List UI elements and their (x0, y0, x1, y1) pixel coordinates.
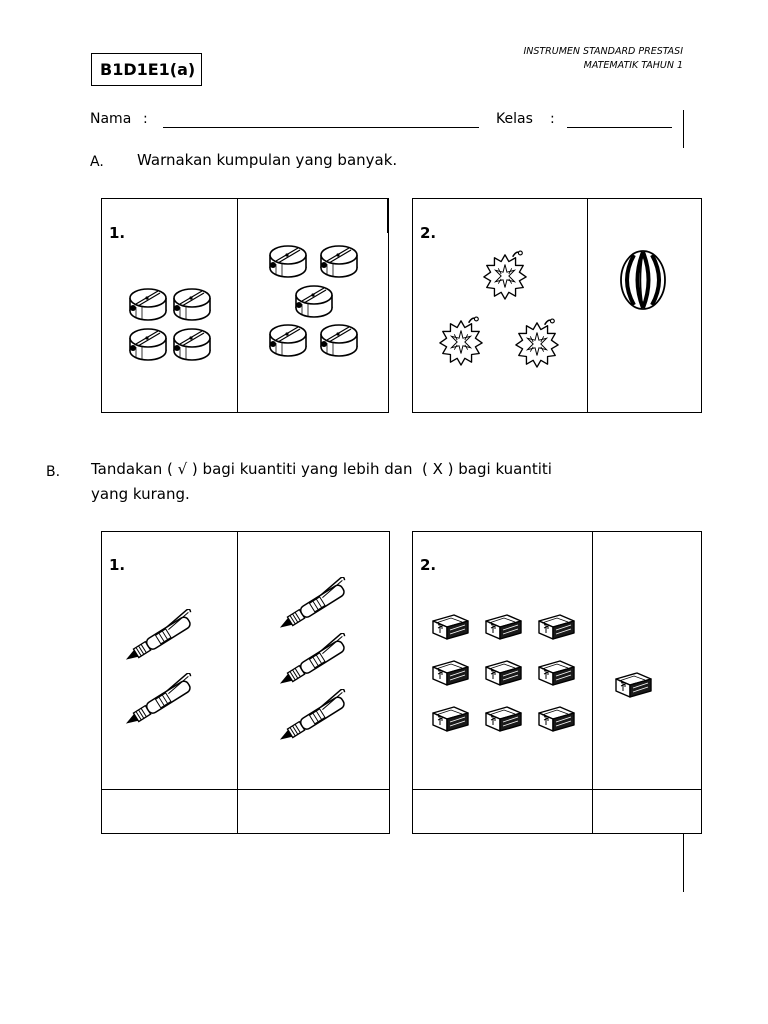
sharpener-icon (268, 322, 308, 358)
durian-icon (513, 316, 561, 372)
group-left-erasers (413, 533, 591, 788)
header-title-line2: MATEMATIK TAHUN 1 (583, 60, 683, 71)
eraser-icon (536, 611, 576, 643)
group-left-sharpeners[interactable] (102, 200, 236, 411)
class-label: Kelas (496, 111, 533, 127)
eraser-icon (430, 657, 470, 689)
answer-box-left[interactable] (102, 791, 236, 833)
durian-icon (481, 248, 529, 304)
name-colon: : (143, 111, 148, 127)
worksheet-code: B1D1E1(a) (91, 53, 202, 86)
group-left-pens (102, 533, 236, 788)
sharpener-icon (268, 243, 308, 279)
question-number: 1. (109, 556, 126, 574)
section-b-instruction-line2: yang kurang. (91, 485, 190, 503)
class-field[interactable] (567, 127, 672, 128)
question-number: 1. (109, 224, 126, 242)
pen-icon (114, 609, 204, 669)
group-right-watermelon[interactable] (588, 200, 701, 411)
panel-edge-mark (387, 198, 389, 233)
answer-box-right[interactable] (593, 791, 701, 833)
pen-icon (268, 633, 358, 693)
eraser-icon (536, 703, 576, 735)
question-number: 2. (420, 556, 437, 574)
group-right-sharpeners[interactable] (238, 200, 386, 411)
header-title-line1: INSTRUMEN STANDARD PRESTASI (523, 46, 683, 57)
answer-box-left[interactable] (413, 791, 591, 833)
margin-rule-bottom (683, 834, 684, 892)
eraser-icon (483, 611, 523, 643)
eraser-icon (483, 703, 523, 735)
answer-box-right[interactable] (238, 791, 389, 833)
pen-icon (114, 673, 204, 733)
eraser-icon (613, 669, 653, 701)
answer-row-divider (412, 789, 702, 790)
eraser-icon (483, 657, 523, 689)
name-label: Nama (90, 111, 132, 127)
group-right-pens (238, 533, 389, 788)
pen-icon (268, 689, 358, 749)
class-colon: : (550, 111, 555, 127)
question-number: 2. (420, 224, 437, 242)
eraser-icon (536, 657, 576, 689)
eraser-icon (430, 611, 470, 643)
section-b-letter: B. (46, 464, 61, 480)
sharpener-icon (319, 322, 359, 358)
group-right-eraser (593, 533, 701, 788)
watermelon-icon (618, 248, 668, 312)
section-a-instruction: Warnakan kumpulan yang banyak. (137, 151, 398, 169)
sharpener-icon (172, 286, 212, 322)
sharpener-icon (128, 286, 168, 322)
sharpener-icon (319, 243, 359, 279)
section-a-letter: A. (90, 154, 104, 170)
pen-icon (268, 577, 358, 637)
section-b-instruction-line1: Tandakan ( √ ) bagi kuantiti yang lebih dan ( X ) bagi kuantiti (91, 460, 552, 478)
sharpener-icon (294, 283, 334, 319)
durian-icon (437, 314, 485, 370)
eraser-icon (430, 703, 470, 735)
name-field[interactable] (163, 127, 479, 128)
sharpener-icon (172, 326, 212, 362)
sharpener-icon (128, 326, 168, 362)
group-left-durians[interactable] (413, 200, 586, 411)
answer-row-divider (101, 789, 390, 790)
margin-rule-top (683, 110, 684, 148)
